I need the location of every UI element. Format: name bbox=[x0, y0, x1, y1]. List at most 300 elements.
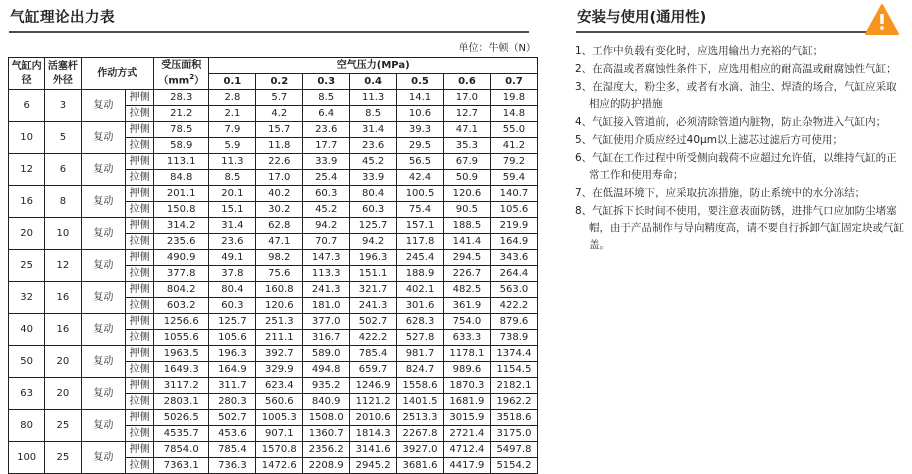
cell-force-p1: 1005.3 bbox=[256, 410, 303, 426]
cell-force-p2: 241.3 bbox=[303, 282, 350, 298]
header-area-line2: （mm bbox=[158, 75, 190, 87]
cell-force-p5: 1681.9 bbox=[443, 394, 490, 410]
cell-area: 113.1 bbox=[154, 154, 209, 170]
cell-force-p0: 196.3 bbox=[209, 346, 256, 362]
cell-bore: 63 bbox=[9, 378, 45, 410]
cell-force-p2: 840.9 bbox=[303, 394, 350, 410]
header-pressure-3: 0.4 bbox=[350, 74, 397, 90]
cell-area: 603.2 bbox=[154, 298, 209, 314]
cell-force-p2: 494.8 bbox=[303, 362, 350, 378]
table-row bbox=[9, 218, 538, 234]
cell-force-p1: 4.2 bbox=[256, 106, 303, 122]
cell-action: 复动 bbox=[81, 218, 126, 250]
cell-force-p4: 75.4 bbox=[397, 202, 444, 218]
cell-force-p1: 329.9 bbox=[256, 362, 303, 378]
cell-force-p5: 2721.4 bbox=[443, 426, 490, 442]
cell-area: 78.5 bbox=[154, 122, 209, 138]
cell-force-p2: 23.6 bbox=[303, 122, 350, 138]
cell-force-p0: 502.7 bbox=[209, 410, 256, 426]
cell-force-p6: 5154.2 bbox=[490, 458, 537, 474]
note-text: 4、气缸接入管道前，必须清除管道内脏物，防止杂物进入气缸内； bbox=[575, 116, 887, 128]
cell-force-p2: 316.7 bbox=[303, 330, 350, 346]
cell-force-p6: 738.9 bbox=[490, 330, 537, 346]
cell-side: 押侧 bbox=[126, 122, 154, 138]
note-text: 2、在高温或者腐蚀性条件下，应选用相应的耐高温或耐腐蚀性气缸； bbox=[575, 63, 897, 75]
cell-force-p5: 1870.3 bbox=[443, 378, 490, 394]
cell-bore: 80 bbox=[9, 410, 45, 442]
cell-force-p0: 60.3 bbox=[209, 298, 256, 314]
cell-force-p6: 140.7 bbox=[490, 186, 537, 202]
cell-force-p0: 8.5 bbox=[209, 170, 256, 186]
cell-force-p6: 5497.8 bbox=[490, 442, 537, 458]
cell-force-p0: 49.1 bbox=[209, 250, 256, 266]
cell-force-p5: 4417.9 bbox=[443, 458, 490, 474]
left-panel bbox=[8, 6, 548, 474]
cell-force-p5: 141.4 bbox=[443, 234, 490, 250]
cell-force-p1: 11.8 bbox=[256, 138, 303, 154]
cell-force-p5: 361.9 bbox=[443, 298, 490, 314]
cell-force-p2: 94.2 bbox=[303, 218, 350, 234]
cell-force-p1: 15.7 bbox=[256, 122, 303, 138]
cell-force-p3: 659.7 bbox=[350, 362, 397, 378]
cell-force-p2: 113.3 bbox=[303, 266, 350, 282]
header-pressure-group: 空气压力(MPa) bbox=[209, 58, 538, 74]
cell-bore: 50 bbox=[9, 346, 45, 378]
notes-list bbox=[575, 43, 905, 254]
cell-force-p3: 1246.9 bbox=[350, 378, 397, 394]
cell-force-p6: 1962.2 bbox=[490, 394, 537, 410]
cell-force-p5: 47.1 bbox=[443, 122, 490, 138]
cell-bore: 25 bbox=[9, 250, 45, 282]
cell-force-p1: 75.6 bbox=[256, 266, 303, 282]
cell-bore: 10 bbox=[9, 122, 45, 154]
note-item bbox=[575, 79, 905, 113]
cell-force-p6: 219.9 bbox=[490, 218, 537, 234]
force-table bbox=[8, 57, 538, 474]
cell-force-p1: 22.6 bbox=[256, 154, 303, 170]
cell-force-p6: 55.0 bbox=[490, 122, 537, 138]
cell-force-p4: 39.3 bbox=[397, 122, 444, 138]
cell-force-p0: 125.7 bbox=[209, 314, 256, 330]
note-item bbox=[575, 114, 905, 131]
cell-rod: 25 bbox=[45, 442, 81, 474]
cell-force-p4: 527.8 bbox=[397, 330, 444, 346]
cell-force-p5: 989.6 bbox=[443, 362, 490, 378]
cell-force-p4: 245.4 bbox=[397, 250, 444, 266]
cell-force-p0: 2.8 bbox=[209, 90, 256, 106]
cell-side: 拉侧 bbox=[126, 202, 154, 218]
cell-force-p5: 754.0 bbox=[443, 314, 490, 330]
cell-bore: 16 bbox=[9, 186, 45, 218]
cell-action: 复动 bbox=[81, 314, 126, 346]
table-row bbox=[9, 442, 538, 458]
cell-area: 490.9 bbox=[154, 250, 209, 266]
table-row bbox=[9, 314, 538, 330]
cell-force-p3: 60.3 bbox=[350, 202, 397, 218]
cell-rod: 8 bbox=[45, 186, 81, 218]
unit-label: 单位：牛顿（N） bbox=[458, 43, 536, 54]
cell-side: 拉侧 bbox=[126, 362, 154, 378]
cell-force-p5: 188.5 bbox=[443, 218, 490, 234]
cell-side: 押侧 bbox=[126, 90, 154, 106]
cell-force-p1: 907.1 bbox=[256, 426, 303, 442]
header-bore bbox=[9, 58, 45, 90]
cell-force-p3: 11.3 bbox=[350, 90, 397, 106]
header-pressure-2: 0.3 bbox=[303, 74, 350, 90]
cell-action: 复动 bbox=[81, 122, 126, 154]
cell-force-p2: 8.5 bbox=[303, 90, 350, 106]
cell-action: 复动 bbox=[81, 346, 126, 378]
cell-rod: 16 bbox=[45, 282, 81, 314]
cell-force-p4: 628.3 bbox=[397, 314, 444, 330]
note-item bbox=[575, 185, 905, 202]
cell-force-p3: 2010.6 bbox=[350, 410, 397, 426]
cell-side: 拉侧 bbox=[126, 298, 154, 314]
cell-force-p5: 294.5 bbox=[443, 250, 490, 266]
cell-bore: 100 bbox=[9, 442, 45, 474]
cell-force-p1: 623.4 bbox=[256, 378, 303, 394]
table-row bbox=[9, 378, 538, 394]
cell-area: 7363.1 bbox=[154, 458, 209, 474]
header-pressure-5: 0.6 bbox=[443, 74, 490, 90]
cell-rod: 5 bbox=[45, 122, 81, 154]
cell-force-p2: 147.3 bbox=[303, 250, 350, 266]
cell-action: 复动 bbox=[81, 282, 126, 314]
header-pressure-4: 0.5 bbox=[397, 74, 444, 90]
header-action bbox=[81, 58, 154, 90]
cell-action: 复动 bbox=[81, 410, 126, 442]
cell-force-p3: 422.2 bbox=[350, 330, 397, 346]
cell-force-p6: 41.2 bbox=[490, 138, 537, 154]
table-row bbox=[9, 410, 538, 426]
cell-area: 58.9 bbox=[154, 138, 209, 154]
left-title-rule bbox=[9, 31, 529, 33]
cell-side: 拉侧 bbox=[126, 458, 154, 474]
note-item bbox=[575, 61, 905, 78]
header-pressure-1: 0.2 bbox=[256, 74, 303, 90]
cell-action: 复动 bbox=[81, 378, 126, 410]
cell-rod: 3 bbox=[45, 90, 81, 122]
cell-force-p0: 37.8 bbox=[209, 266, 256, 282]
cell-force-p3: 31.4 bbox=[350, 122, 397, 138]
cell-side: 押侧 bbox=[126, 186, 154, 202]
cell-force-p1: 392.7 bbox=[256, 346, 303, 362]
cell-force-p3: 45.2 bbox=[350, 154, 397, 170]
header-rod bbox=[45, 58, 81, 90]
cell-force-p2: 589.0 bbox=[303, 346, 350, 362]
cell-side: 拉侧 bbox=[126, 266, 154, 282]
cell-force-p2: 45.2 bbox=[303, 202, 350, 218]
cell-side: 押侧 bbox=[126, 282, 154, 298]
cell-area: 3117.2 bbox=[154, 378, 209, 394]
cell-side: 拉侧 bbox=[126, 234, 154, 250]
cell-force-p1: 1570.8 bbox=[256, 442, 303, 458]
cell-force-p0: 80.4 bbox=[209, 282, 256, 298]
cell-area: 1256.6 bbox=[154, 314, 209, 330]
note-item bbox=[575, 150, 905, 184]
cell-force-p4: 981.7 bbox=[397, 346, 444, 362]
cell-force-p2: 181.0 bbox=[303, 298, 350, 314]
left-title: 气缸理论出力表 bbox=[10, 10, 115, 26]
cell-force-p6: 343.6 bbox=[490, 250, 537, 266]
cell-force-p0: 311.7 bbox=[209, 378, 256, 394]
cell-force-p3: 94.2 bbox=[350, 234, 397, 250]
cell-area: 1963.5 bbox=[154, 346, 209, 362]
table-row bbox=[9, 154, 538, 170]
cell-force-p5: 3015.9 bbox=[443, 410, 490, 426]
header-area bbox=[154, 58, 209, 90]
table-row bbox=[9, 122, 538, 138]
warning-icon bbox=[865, 4, 899, 35]
cell-force-p3: 1121.2 bbox=[350, 394, 397, 410]
cell-force-p6: 3518.6 bbox=[490, 410, 537, 426]
cell-force-p4: 3927.0 bbox=[397, 442, 444, 458]
cell-force-p1: 47.1 bbox=[256, 234, 303, 250]
cell-force-p3: 785.4 bbox=[350, 346, 397, 362]
cell-force-p4: 3681.6 bbox=[397, 458, 444, 474]
cell-force-p0: 105.6 bbox=[209, 330, 256, 346]
cell-force-p0: 23.6 bbox=[209, 234, 256, 250]
cell-force-p6: 2182.1 bbox=[490, 378, 537, 394]
cell-force-p3: 151.1 bbox=[350, 266, 397, 282]
header-area-line1: 受压面积 bbox=[161, 60, 202, 72]
cell-force-p4: 188.9 bbox=[397, 266, 444, 282]
cell-rod: 20 bbox=[45, 378, 81, 410]
cell-force-p5: 226.7 bbox=[443, 266, 490, 282]
table-row bbox=[9, 186, 538, 202]
cell-force-p2: 935.2 bbox=[303, 378, 350, 394]
cell-force-p4: 42.4 bbox=[397, 170, 444, 186]
cell-side: 押侧 bbox=[126, 218, 154, 234]
cell-force-p4: 402.1 bbox=[397, 282, 444, 298]
cell-force-p6: 79.2 bbox=[490, 154, 537, 170]
cell-force-p2: 377.0 bbox=[303, 314, 350, 330]
cell-force-p6: 1154.5 bbox=[490, 362, 537, 378]
cell-force-p4: 301.6 bbox=[397, 298, 444, 314]
cell-force-p5: 482.5 bbox=[443, 282, 490, 298]
cell-force-p6: 105.6 bbox=[490, 202, 537, 218]
cell-force-p4: 1558.6 bbox=[397, 378, 444, 394]
note-item bbox=[575, 43, 905, 60]
cell-force-p2: 70.7 bbox=[303, 234, 350, 250]
table-header-row-1 bbox=[9, 58, 538, 74]
cell-bore: 32 bbox=[9, 282, 45, 314]
cell-action: 复动 bbox=[81, 90, 126, 122]
cell-force-p3: 196.3 bbox=[350, 250, 397, 266]
cell-side: 拉侧 bbox=[126, 138, 154, 154]
note-text: 6、气缸在工作过程中所受侧向载荷不应超过允许值，以维持气缸的正常工作和使用寿命； bbox=[575, 152, 897, 181]
cell-force-p4: 10.6 bbox=[397, 106, 444, 122]
cell-force-p5: 90.5 bbox=[443, 202, 490, 218]
cell-force-p6: 563.0 bbox=[490, 282, 537, 298]
note-text: 5、气缸使用介质应经过40μm以上滤芯过滤后方可使用； bbox=[575, 134, 843, 146]
cell-force-p1: 120.6 bbox=[256, 298, 303, 314]
cell-force-p4: 2267.8 bbox=[397, 426, 444, 442]
cell-force-p0: 15.1 bbox=[209, 202, 256, 218]
cell-force-p4: 100.5 bbox=[397, 186, 444, 202]
cell-force-p2: 6.4 bbox=[303, 106, 350, 122]
cell-bore: 6 bbox=[9, 90, 45, 122]
cell-force-p4: 56.5 bbox=[397, 154, 444, 170]
cell-force-p3: 502.7 bbox=[350, 314, 397, 330]
cell-bore: 12 bbox=[9, 154, 45, 186]
cell-force-p5: 67.9 bbox=[443, 154, 490, 170]
cell-force-p3: 3141.6 bbox=[350, 442, 397, 458]
cell-force-p2: 2356.2 bbox=[303, 442, 350, 458]
cell-force-p6: 164.9 bbox=[490, 234, 537, 250]
cell-force-p0: 164.9 bbox=[209, 362, 256, 378]
note-text: 1、工作中负载有变化时，应选用输出力充裕的气缸； bbox=[575, 45, 824, 57]
cell-force-p1: 98.2 bbox=[256, 250, 303, 266]
cell-force-p4: 117.8 bbox=[397, 234, 444, 250]
cell-side: 押侧 bbox=[126, 442, 154, 458]
cell-area: 201.1 bbox=[154, 186, 209, 202]
cell-force-p4: 2513.3 bbox=[397, 410, 444, 426]
cell-side: 押侧 bbox=[126, 378, 154, 394]
cell-force-p5: 1178.1 bbox=[443, 346, 490, 362]
cell-force-p4: 14.1 bbox=[397, 90, 444, 106]
cell-force-p1: 251.3 bbox=[256, 314, 303, 330]
cell-force-p0: 31.4 bbox=[209, 218, 256, 234]
cell-force-p4: 157.1 bbox=[397, 218, 444, 234]
header-area-sup: 2 bbox=[189, 72, 195, 81]
cell-force-p6: 422.2 bbox=[490, 298, 537, 314]
cell-force-p0: 736.3 bbox=[209, 458, 256, 474]
cell-force-p0: 20.1 bbox=[209, 186, 256, 202]
cell-force-p0: 11.3 bbox=[209, 154, 256, 170]
note-item bbox=[575, 132, 905, 149]
cell-side: 押侧 bbox=[126, 154, 154, 170]
cell-force-p2: 1360.7 bbox=[303, 426, 350, 442]
header-area-line3: ） bbox=[194, 75, 205, 87]
cell-rod: 25 bbox=[45, 410, 81, 442]
cell-action: 复动 bbox=[81, 250, 126, 282]
cell-area: 84.8 bbox=[154, 170, 209, 186]
table-row bbox=[9, 346, 538, 362]
header-pressure-6: 0.7 bbox=[490, 74, 537, 90]
header-action-text: 作动方式 bbox=[97, 67, 138, 79]
cell-force-p6: 59.4 bbox=[490, 170, 537, 186]
cell-force-p1: 560.6 bbox=[256, 394, 303, 410]
table-head bbox=[9, 58, 538, 90]
cell-area: 377.8 bbox=[154, 266, 209, 282]
header-bore-text: 气缸内径 bbox=[11, 61, 42, 86]
cell-force-p0: 7.9 bbox=[209, 122, 256, 138]
cell-side: 押侧 bbox=[126, 250, 154, 266]
cell-force-p6: 879.6 bbox=[490, 314, 537, 330]
table-body bbox=[9, 90, 538, 474]
cell-force-p4: 824.7 bbox=[397, 362, 444, 378]
cell-force-p1: 17.0 bbox=[256, 170, 303, 186]
cell-force-p1: 40.2 bbox=[256, 186, 303, 202]
cell-side: 押侧 bbox=[126, 346, 154, 362]
cell-force-p6: 1374.4 bbox=[490, 346, 537, 362]
table-row bbox=[9, 250, 538, 266]
right-title: 安装与使用(通用性) bbox=[577, 10, 707, 26]
cell-force-p5: 35.3 bbox=[443, 138, 490, 154]
cell-force-p4: 1401.5 bbox=[397, 394, 444, 410]
cell-side: 押侧 bbox=[126, 314, 154, 330]
cell-force-p5: 50.9 bbox=[443, 170, 490, 186]
cell-force-p0: 785.4 bbox=[209, 442, 256, 458]
cell-force-p3: 23.6 bbox=[350, 138, 397, 154]
right-title-rule bbox=[576, 31, 876, 33]
cell-rod: 10 bbox=[45, 218, 81, 250]
header-pressure-0: 0.1 bbox=[209, 74, 256, 90]
cell-force-p1: 5.7 bbox=[256, 90, 303, 106]
table-row bbox=[9, 90, 538, 106]
cell-rod: 20 bbox=[45, 346, 81, 378]
cell-force-p3: 33.9 bbox=[350, 170, 397, 186]
cell-force-p2: 2208.9 bbox=[303, 458, 350, 474]
note-text: 8、气缸拆下长时间不使用，要注意表面防锈，进排气口应加防尘堵塞帽，由于产品制作与导向精度高，请不要自行拆卸气缸固定块或气缸盖。 bbox=[575, 205, 904, 251]
cell-area: 7854.0 bbox=[154, 442, 209, 458]
cell-area: 235.6 bbox=[154, 234, 209, 250]
cell-area: 150.8 bbox=[154, 202, 209, 218]
note-text: 7、在低温环境下，应采取抗冻措施，防止系统中的水分冻结； bbox=[575, 187, 866, 199]
cell-area: 2803.1 bbox=[154, 394, 209, 410]
cell-force-p6: 19.8 bbox=[490, 90, 537, 106]
cell-force-p5: 4712.4 bbox=[443, 442, 490, 458]
note-text: 3、在湿度大，粉尘多，或者有水滴、油尘、焊渣的场合，气缸应采取相应的防护措施 bbox=[575, 81, 897, 110]
cell-force-p1: 160.8 bbox=[256, 282, 303, 298]
cell-force-p1: 30.2 bbox=[256, 202, 303, 218]
cell-area: 28.3 bbox=[154, 90, 209, 106]
cell-force-p0: 280.3 bbox=[209, 394, 256, 410]
cell-force-p3: 1814.3 bbox=[350, 426, 397, 442]
cell-side: 押侧 bbox=[126, 410, 154, 426]
cell-bore: 40 bbox=[9, 314, 45, 346]
cell-force-p6: 264.4 bbox=[490, 266, 537, 282]
cell-force-p5: 120.6 bbox=[443, 186, 490, 202]
cell-force-p2: 25.4 bbox=[303, 170, 350, 186]
cell-force-p1: 62.8 bbox=[256, 218, 303, 234]
cell-force-p3: 321.7 bbox=[350, 282, 397, 298]
cell-action: 复动 bbox=[81, 186, 126, 218]
cell-force-p1: 211.1 bbox=[256, 330, 303, 346]
cell-action: 复动 bbox=[81, 154, 126, 186]
cell-side: 拉侧 bbox=[126, 426, 154, 442]
cell-force-p2: 17.7 bbox=[303, 138, 350, 154]
table-row bbox=[9, 282, 538, 298]
cell-area: 5026.5 bbox=[154, 410, 209, 426]
cell-force-p3: 241.3 bbox=[350, 298, 397, 314]
cell-rod: 16 bbox=[45, 314, 81, 346]
header-rod-text: 活塞杆外径 bbox=[47, 61, 78, 86]
cell-side: 拉侧 bbox=[126, 394, 154, 410]
cell-area: 21.2 bbox=[154, 106, 209, 122]
cell-side: 拉侧 bbox=[126, 170, 154, 186]
cell-bore: 20 bbox=[9, 218, 45, 250]
note-item bbox=[575, 203, 905, 254]
cell-area: 314.2 bbox=[154, 218, 209, 234]
cell-rod: 12 bbox=[45, 250, 81, 282]
cell-force-p6: 14.8 bbox=[490, 106, 537, 122]
cell-force-p5: 12.7 bbox=[443, 106, 490, 122]
cell-force-p3: 125.7 bbox=[350, 218, 397, 234]
right-panel bbox=[575, 6, 905, 255]
cell-force-p3: 8.5 bbox=[350, 106, 397, 122]
cell-side: 拉侧 bbox=[126, 106, 154, 122]
cell-force-p2: 1508.0 bbox=[303, 410, 350, 426]
cell-force-p1: 1472.6 bbox=[256, 458, 303, 474]
cell-force-p5: 633.3 bbox=[443, 330, 490, 346]
cell-area: 1055.6 bbox=[154, 330, 209, 346]
cell-force-p3: 80.4 bbox=[350, 186, 397, 202]
cell-force-p0: 453.6 bbox=[209, 426, 256, 442]
cell-force-p2: 60.3 bbox=[303, 186, 350, 202]
cell-force-p5: 17.0 bbox=[443, 90, 490, 106]
